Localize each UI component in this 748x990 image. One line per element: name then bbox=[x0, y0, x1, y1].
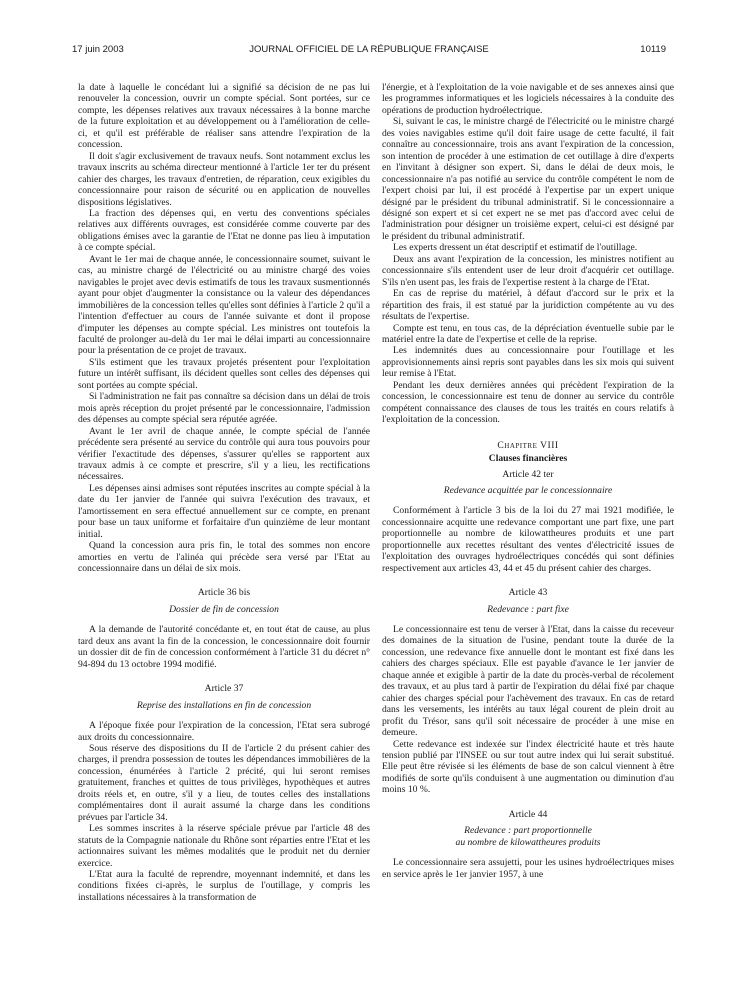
paragraph: Avant le 1er avril de chaque année, le compte spécial de l'année précédente sera présenté au service du contrôle qui aura tous pouvoirs pour vérifier l'exactitude des dépenses, s'assurer qu'elles se rapportent aux travaux admis à ce compte et prescrire, s'il y a lieu, les rectifications nécessaires. bbox=[78, 425, 370, 483]
paragraph: L'Etat aura la faculté de reprendre, moyennant indemnité, et dans les conditions fixées ci-après, le surplus de l'outillage, y compris les installations nécessaires à la transformation de bbox=[78, 869, 370, 903]
paragraph: Quand la concession aura pris fin, le total des sommes non encore amorties en vertu de l'alinéa qui précède sera versé par l'Etat au concessionnaire dans un délai de six mois. bbox=[78, 540, 370, 575]
paragraph: Les experts dressent un état descriptif et estimatif de l'outillage. bbox=[393, 242, 638, 254]
paragraph: Avant le 1er mai de chaque année, le concessionnaire soumet, suivant le cas, au ministre chargé de l'électricité ou au ministre chargé des voies navigables le projet avec devis estimatifs de tous les travaux susmentionnés ayant pour objet d'augmenter la consistance ou la valeur des dépendances immobilières de la concession telles qu'elles sont définies à l'article 2 qu'il a l'intention d'effectuer au cours de l'année suivante et dont il propose d'imputer les dépenses au compte spécial. Les ministres ont toutefois la faculté de prolonger au-delà du 1er mai le délai imparti au concessionnaire pour la présentation de ce projet de travaux. bbox=[78, 253, 370, 357]
header-page-number: 10119 bbox=[640, 44, 666, 55]
article-37-heading: Article 37 bbox=[204, 683, 244, 695]
paragraph: Cette redevance est indexée sur l'index électricité haute et très haute tension publié par l'INSEE ou sur tout autre index qui lui serait substitué. Elle peut être révisée si les éléments de base de son calcul viennent à être modifiés de sorte qu'ils conduisent à une augmentation ou diminution d'au moins 10 %. bbox=[382, 738, 674, 796]
page-header bbox=[72, 44, 666, 60]
paragraph: Les dépenses ainsi admises sont réputées inscrites au compte spécial à la date du 1er janvier de l'année qui suivra l'exécution des travaux, et l'amortissement en sera effectué annuellement sur ce compte, en prenant pour base un taux uniforme et forfaitaire d'un quinzième de leur montant initial. bbox=[78, 482, 370, 540]
article-36bis-subtitle: Dossier de fin de concession bbox=[169, 603, 279, 615]
left-column bbox=[78, 82, 370, 903]
chapter-title: Clauses financières bbox=[488, 453, 568, 465]
paragraph: Compte est tenu, en tous cas, de la dépréciation éventuelle subie par le matériel entre la date de l'expertise et celle de la reprise. bbox=[382, 322, 674, 345]
paragraph: En cas de reprise du matériel, à défaut d'accord sur le prix et la répartition des frais, il est statué par la juridiction compétente au vu des résultats de l'expertise. bbox=[382, 288, 674, 323]
paragraph: Deux ans avant l'expiration de la concession, les ministres notifient au concessionnaire s'ils entendent user de leur droit d'acquérir cet outillage. S'ils n'en usent pas, les frais de l'expertise restent à la charge de l'Etat. bbox=[382, 253, 674, 288]
paragraph: Sous réserve des dispositions du II de l'article 2 du présent cahier des charges, il prendra possession de toutes les dépendances immobilières de la concession, énumérées à l'article 2 précité, qui lui seront remises gratuitement, franches et quittes de tous privilèges, hypothèques et autres droits réels et, en outre, s'il y a lieu, de toutes celles des installations complémentaires dont il aurait assumé la charge dans les conditions prévues par l'article 34. bbox=[78, 743, 370, 823]
paragraph: Si l'administration ne fait pas connaître sa décision dans un délai de trois mois après réception du projet présenté par le concessionnaire, l'admission des dépenses au compte spécial sera réputée agréée. bbox=[78, 391, 370, 426]
paragraph: l'énergie, et à l'exploitation de la voie navigable et de ses annexes ainsi que les programmes informatiques et les logiciels nécessaires à la conduite des opérations de production hydroélectrique. bbox=[382, 82, 674, 116]
header-date: 17 juin 2003 bbox=[72, 44, 124, 55]
paragraph: Le concessionnaire sera assujetti, pour les usines hydroélectriques mises en service après le 1er janvier 1957, à une bbox=[382, 857, 674, 880]
paragraph: A l'époque fixée pour l'expiration de la concession, l'Etat sera subrogé aux droits du concessionnaire. bbox=[78, 720, 370, 743]
paragraph: Si, suivant le cas, le ministre chargé de l'électricité ou le ministre chargé des voies navigables estime qu'il doit faire usage de cette faculté, il fait connaître au concessionnaire, trois ans avant l'expiration de la concession, son intention de procéder à une estimation de cet outillage à dire d'experts en l'invitant à désigner son expert. Si, dans le délai de deux mois, le concessionnaire n'a pas notifié au service du contrôle compétent le nom de l'expert choisi par lui, il est procédé à l'expertise par un expert unique désigné par le président du tribunal administratif. Si le concessionnaire a désigné son expert et si cet expert ne se met pas d'accord avec celui de l'administration pour désigner un troisième expert, celui-ci est désigné par le président du tribunal administratif. bbox=[382, 116, 674, 242]
article-43-subtitle: Redevance : part fixe bbox=[487, 603, 569, 615]
article-42ter-subtitle: Redevance acquittée par le concessionnaire bbox=[443, 484, 613, 496]
chapter-heading: Chapitre VIII bbox=[497, 439, 559, 451]
right-column bbox=[382, 82, 674, 880]
paragraph: Le concessionnaire est tenu de verser à l'Etat, dans la caisse du receveur des domaines de la situation de l'usine, pendant toute la durée de la concession, une redevance fixe annuelle dont le montant est fixé dans les cahiers des charges spéciaux. Elle est payable d'avance le 1er janvier de chaque année et exigible à partir de la date du procès-verbal de récolement des travaux, et au plus tard à partir de l'expiration du délai fixé par chaque cahier des charges spécial pour l'achèvement des travaux. En cas de retard dans les versements, les intérêts au taux légal courent de plein droit au profit du Trésor, sans qu'il soit nécessaire de procéder à une mise en demeure. bbox=[382, 624, 674, 739]
paragraph: A la demande de l'autorité concédante et, en tout état de cause, au plus tard deux ans avant la fin de la concession, le concessionnaire doit fournir un dossier dit de fin de concession conformément à l'article 31 du décret n° 94-894 du 13 octobre 1994 modifié. bbox=[78, 624, 370, 670]
paragraph: Conformément à l'article 3 bis de la loi du 27 mai 1921 modifiée, le concessionnaire acquitte une redevance comportant une part fixe, une part proportionnelle au nombre de kilowattheures produits et une part proportionnelle aux recettes résultant des ventes d'électricité issues de l'exploitation des ouvrages hydroélectriques concédés qui sont définies respectivement aux articles 43, 44 et 45 du présent cahier des charges. bbox=[382, 505, 674, 574]
paragraph: La fraction des dépenses qui, en vertu des conventions spéciales relatives aux différents ouvrages, est considérée comme couverte par des obligations émises avec la garantie de l'Etat ne donne pas lieu à imputation à ce compte spécial. bbox=[78, 207, 370, 254]
paragraph: la date à laquelle le concédant lui a signifié sa décision de ne pas lui renouveler la concession, ouvrir un compte spécial. Sont portées, sur ce compte, les dépenses relatives aux travaux nécessaires à la bonne marche de la future exploitation et au développement ou à l'amélioration de celle-ci, et qu'il est préférable de réaliser sans attendre l'expiration de la concession. bbox=[78, 82, 370, 151]
article-44-heading: Article 44 bbox=[508, 808, 548, 820]
paragraph: Les sommes inscrites à la réserve spéciale prévue par l'article 48 des statuts de la Compagnie nationale du Rhône sont réparties entre l'Etat et les actionnaires suivant les mêmes modalités que le produit net du dernier exercice. bbox=[78, 823, 370, 869]
article-44-subtitle-line1: Redevance : part proportionnelle bbox=[464, 825, 592, 837]
header-title: JOURNAL OFFICIEL DE LA RÉPUBLIQUE FRANÇAISE bbox=[249, 44, 489, 55]
paragraph: Les indemnités dues au concessionnaire pour l'outillage et les approvisionnements ainsi repris sont payables dans les six mois qui suivent leur remise à l'Etat. bbox=[382, 345, 674, 380]
paragraph: Pendant les deux dernières années qui précèdent l'expiration de la concession, le concessionnaire est tenu de donner au service du contrôle compétent connaissance des clauses de tous les traités en cours relatifs à l'exploitation de la concession. bbox=[382, 379, 674, 426]
article-36bis-heading: Article 36 bis bbox=[197, 587, 251, 599]
article-37-subtitle: Reprise des installations en fin de concession bbox=[136, 699, 312, 711]
article-44-subtitle bbox=[382, 825, 674, 848]
article-43-heading: Article 43 bbox=[508, 587, 548, 599]
article-44-subtitle-line2: au nombre de kilowattheures produits bbox=[455, 836, 601, 848]
article-42ter-heading: Article 42 ter bbox=[502, 468, 554, 480]
paragraph: Il doit s'agir exclusivement de travaux neufs. Sont notamment exclus les travaux inscrits au schéma directeur mentionné à l'article 1er ter du présent cahier des charges, les travaux d'entretien, de réparation, ceux exigibles du concessionnaire pour raison de sécurité ou en application de nouvelles dispositions législatives. bbox=[78, 150, 370, 208]
paragraph: S'ils estiment que les travaux projetés présentent pour l'exploitation future un intérêt suffisant, ils décident quelles sont celles des dépenses qui sont portées au compte spécial. bbox=[78, 356, 370, 391]
text-columns bbox=[72, 82, 674, 970]
